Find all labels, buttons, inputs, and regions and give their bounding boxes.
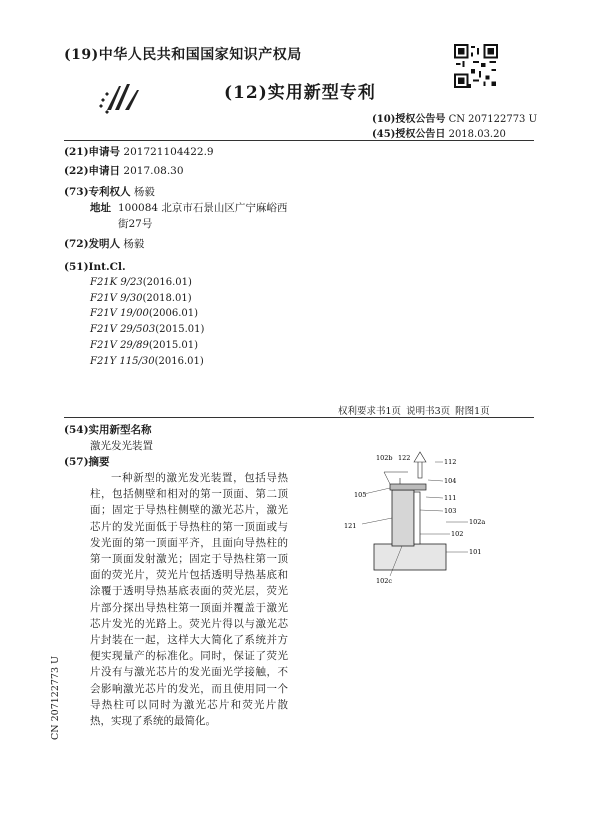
ipc-item: F21V 9/30(2018.01) bbox=[90, 292, 192, 304]
ipc-list bbox=[90, 275, 204, 369]
document-type: (12)实用新型专利 bbox=[224, 83, 376, 103]
patentee bbox=[64, 184, 155, 200]
side-publication-number: CN 207122773 U bbox=[50, 655, 61, 740]
inventor-label: (72)发明人 bbox=[64, 238, 121, 250]
publication-number-value: CN 207122773 U bbox=[448, 114, 538, 125]
figure-label: 102 bbox=[451, 530, 464, 538]
int-cl-label: (51)Int.Cl. bbox=[64, 261, 126, 273]
light-arrow-shaft bbox=[418, 460, 422, 478]
figure-label: 102b bbox=[376, 454, 393, 462]
light-arrow-head bbox=[414, 452, 426, 462]
utility-model-title: 激光发光装置 bbox=[90, 440, 153, 452]
office-name: (19)中华人民共和国国家知识产权局 bbox=[64, 47, 302, 63]
stats-divider bbox=[64, 417, 534, 418]
publication-date-label: (45)授权公告日 bbox=[372, 129, 446, 140]
application-date-value: 2017.08.30 bbox=[123, 165, 184, 177]
title-label: (54)实用新型名称 bbox=[64, 424, 152, 436]
page-stats: 权利要求书1页 说明书3页 附图1页 bbox=[338, 406, 490, 417]
figure-label: 112 bbox=[444, 458, 457, 466]
figure-label: 105 bbox=[354, 491, 367, 499]
inventor-value: 杨毅 bbox=[123, 238, 145, 250]
ipc-item: F21V 29/503(2015.01) bbox=[90, 324, 205, 336]
laser-chip bbox=[414, 492, 420, 544]
publication-number bbox=[372, 110, 537, 125]
abstract-label: (57)摘要 bbox=[64, 456, 110, 468]
address bbox=[90, 200, 300, 232]
heat-column bbox=[392, 490, 414, 546]
figure-label: 104 bbox=[444, 477, 457, 485]
office-logo bbox=[97, 80, 153, 120]
figure-label: 102c bbox=[376, 577, 393, 585]
figure-label: 102a bbox=[469, 518, 486, 526]
abstract-text: 一种新型的激光发光装置，包括导热柱，包括侧壁和相对的第一顶面、第二顶面；固定于导热柱侧壁的激光芯片，激光芯片的发光面低于导热柱的第一顶面或与发光面的第一顶面平齐，且面向导热柱的第一顶面发射激光；固定于导热柱第一顶面的荧光片，荧光片包括透明导热基底和涂覆于透明导热基底表面的荧光层，荧光片部分探出导热柱第一顶面并覆盖于激光芯片发光的光路上。荧光片得以与激光芯片封装在一起，这样大大简化了系统并方便实现量产的标准化。同时，保证了荧光片没有与激光芯片的发光面光学接触，不会影响激光芯片的发光，而且使用同一个导热柱可以同时为激光芯片和荧光片散热，实现了系统的最简化。 bbox=[90, 472, 288, 728]
application-number bbox=[64, 144, 214, 160]
application-number-label: (21)申请号 bbox=[64, 146, 121, 158]
publication-number-label: (10)授权公告号 bbox=[372, 114, 446, 125]
address-label: 地址 bbox=[90, 202, 111, 214]
base-block bbox=[374, 544, 446, 570]
device-figure bbox=[340, 448, 500, 588]
fluorescent-sheet bbox=[390, 484, 426, 490]
header-divider bbox=[64, 140, 534, 141]
figure-label: 122 bbox=[398, 454, 411, 462]
address-value: 100084 北京市石景山区广宁麻峪西街27号 bbox=[118, 202, 288, 230]
patentee-label: (73)专利权人 bbox=[64, 186, 131, 198]
ipc-item: F21K 9/23(2016.01) bbox=[90, 277, 192, 288]
ipc-item: F21Y 115/30(2016.01) bbox=[90, 355, 204, 367]
ipc-item: F21V 29/89(2015.01) bbox=[90, 339, 199, 351]
application-number-value: 201721104422.9 bbox=[123, 146, 214, 158]
figure-label: 121 bbox=[344, 522, 357, 530]
publication-date bbox=[372, 125, 506, 140]
publication-date-value: 2018.03.20 bbox=[448, 129, 506, 140]
application-date-label: (22)申请日 bbox=[64, 165, 121, 177]
figure-label: 103 bbox=[444, 507, 457, 515]
figure-label: 111 bbox=[444, 494, 457, 502]
patentee-value: 杨毅 bbox=[133, 186, 155, 198]
application-date bbox=[64, 163, 184, 179]
inventor bbox=[64, 236, 144, 252]
qr-code bbox=[454, 44, 498, 88]
ipc-item: F21V 19/00(2006.01) bbox=[90, 308, 199, 320]
figure-label: 101 bbox=[469, 548, 482, 556]
